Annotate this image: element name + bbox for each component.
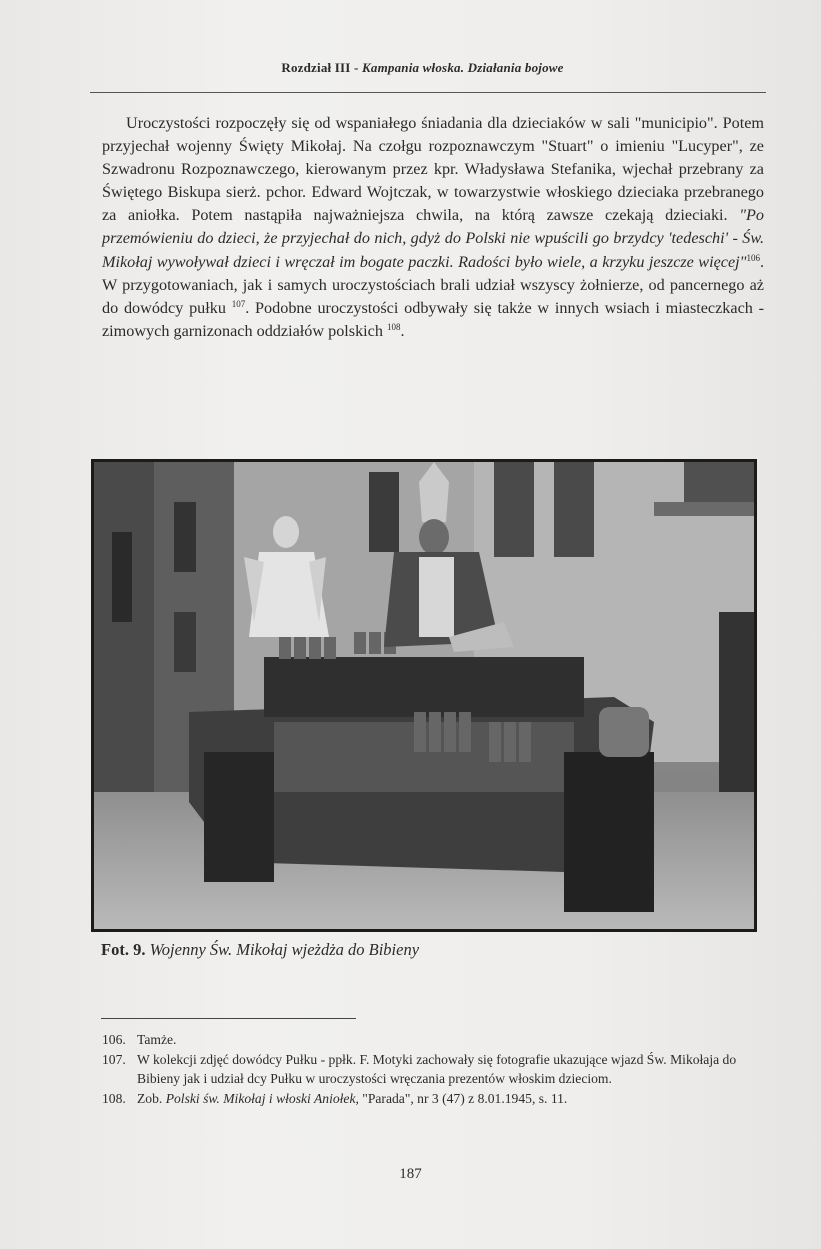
caption-label: Fot. 9. — [101, 940, 146, 959]
footnote-text — [137, 1089, 782, 1109]
footnote-rule — [101, 1018, 356, 1019]
footnote-ref-108: 108 — [387, 321, 401, 332]
body-text-4: . — [400, 321, 405, 340]
body-paragraph — [102, 112, 764, 343]
chapter-subtitle: Kampania włoska. Działania bojowe — [362, 60, 564, 75]
chapter-label: Rozdział III - — [281, 60, 362, 75]
photo-caption — [101, 940, 419, 960]
header-rule — [90, 92, 766, 93]
page-number: 187 — [399, 1166, 422, 1182]
footnote-post: "Parada", nr 3 (47) z 8.01.1945, s. 11. — [358, 1090, 568, 1106]
footnote-106 — [102, 1030, 782, 1050]
body-text-1: Uroczystości rozpoczęły się od wspaniałego śniadania dla dzieciaków w sali "municipio". Potem przyjechał wojenny Święty Mikołaj. Na czołgu rozpoznawczym "Stuart" o imieniu "Lucyper", ze Szwadronu Rozpoznawczego, kierowanym przez kpr. Władysława Stefanika, wjechał przebrany za Świętego Biskupa sierż. pchor. Edward Wojtczak, w towarzystwie włoskiego dzieciaka przebranego za aniołka. Potem nastąpiła najważniejsza chwila, na którą zawsze czekają dzieciaki. — [102, 114, 764, 225]
footnote-number: 106. — [102, 1032, 126, 1047]
footnote-text: Tamże. — [137, 1032, 177, 1047]
footnote-number: 108. — [102, 1090, 126, 1106]
footnote-number: 107. — [102, 1051, 126, 1067]
footnote-pre: Zob. — [137, 1090, 166, 1106]
body-text-2: . W przygotowaniach, jak i samych uroczystościach brali udział wszyscy żołnierze, od pancernego aż do dowódcy pułku — [102, 252, 764, 317]
footnote-108 — [102, 1089, 782, 1109]
running-header — [90, 60, 755, 76]
caption-text: Wojenny Św. Mikołaj wjeżdża do Bibieny — [149, 940, 420, 959]
footnote-ref-107: 107 — [231, 298, 246, 309]
footnote-107 — [102, 1050, 782, 1089]
photo-tank-santa — [94, 462, 754, 929]
body-text-3: . Podobne uroczystości odbywały się także w innych wsiach i miasteczkach - zimowych garnizonach oddziałów polskich — [102, 298, 765, 340]
footnote-ref-106: 106 — [746, 252, 760, 263]
footnote-title: Polski św. Mikołaj i włoski Aniołek, — [165, 1090, 359, 1106]
footnote-text: W kolekcji zdjęć dowódcy Pułku - ppłk. F. Motyki zachowały się fotografie ukazujące wjazd Św. Mikołaja do Bibieny jak i udział dcy Pułku w uroczystości wręczania prezentów włoskim dzieciom. — [137, 1051, 737, 1086]
quote-text: "Po przemówieniu do dzieci, że przyjechał do nich, gdyż do Polski nie wpuścili go brzydcy 'tedeschi' - Św. Mikołaj wywoływał dzieci i wręczał im bogate paczki. Radości było wiele, a krzyku jeszcze więcej" — [102, 206, 764, 271]
footnotes — [102, 1030, 782, 1108]
photograph — [91, 459, 757, 932]
